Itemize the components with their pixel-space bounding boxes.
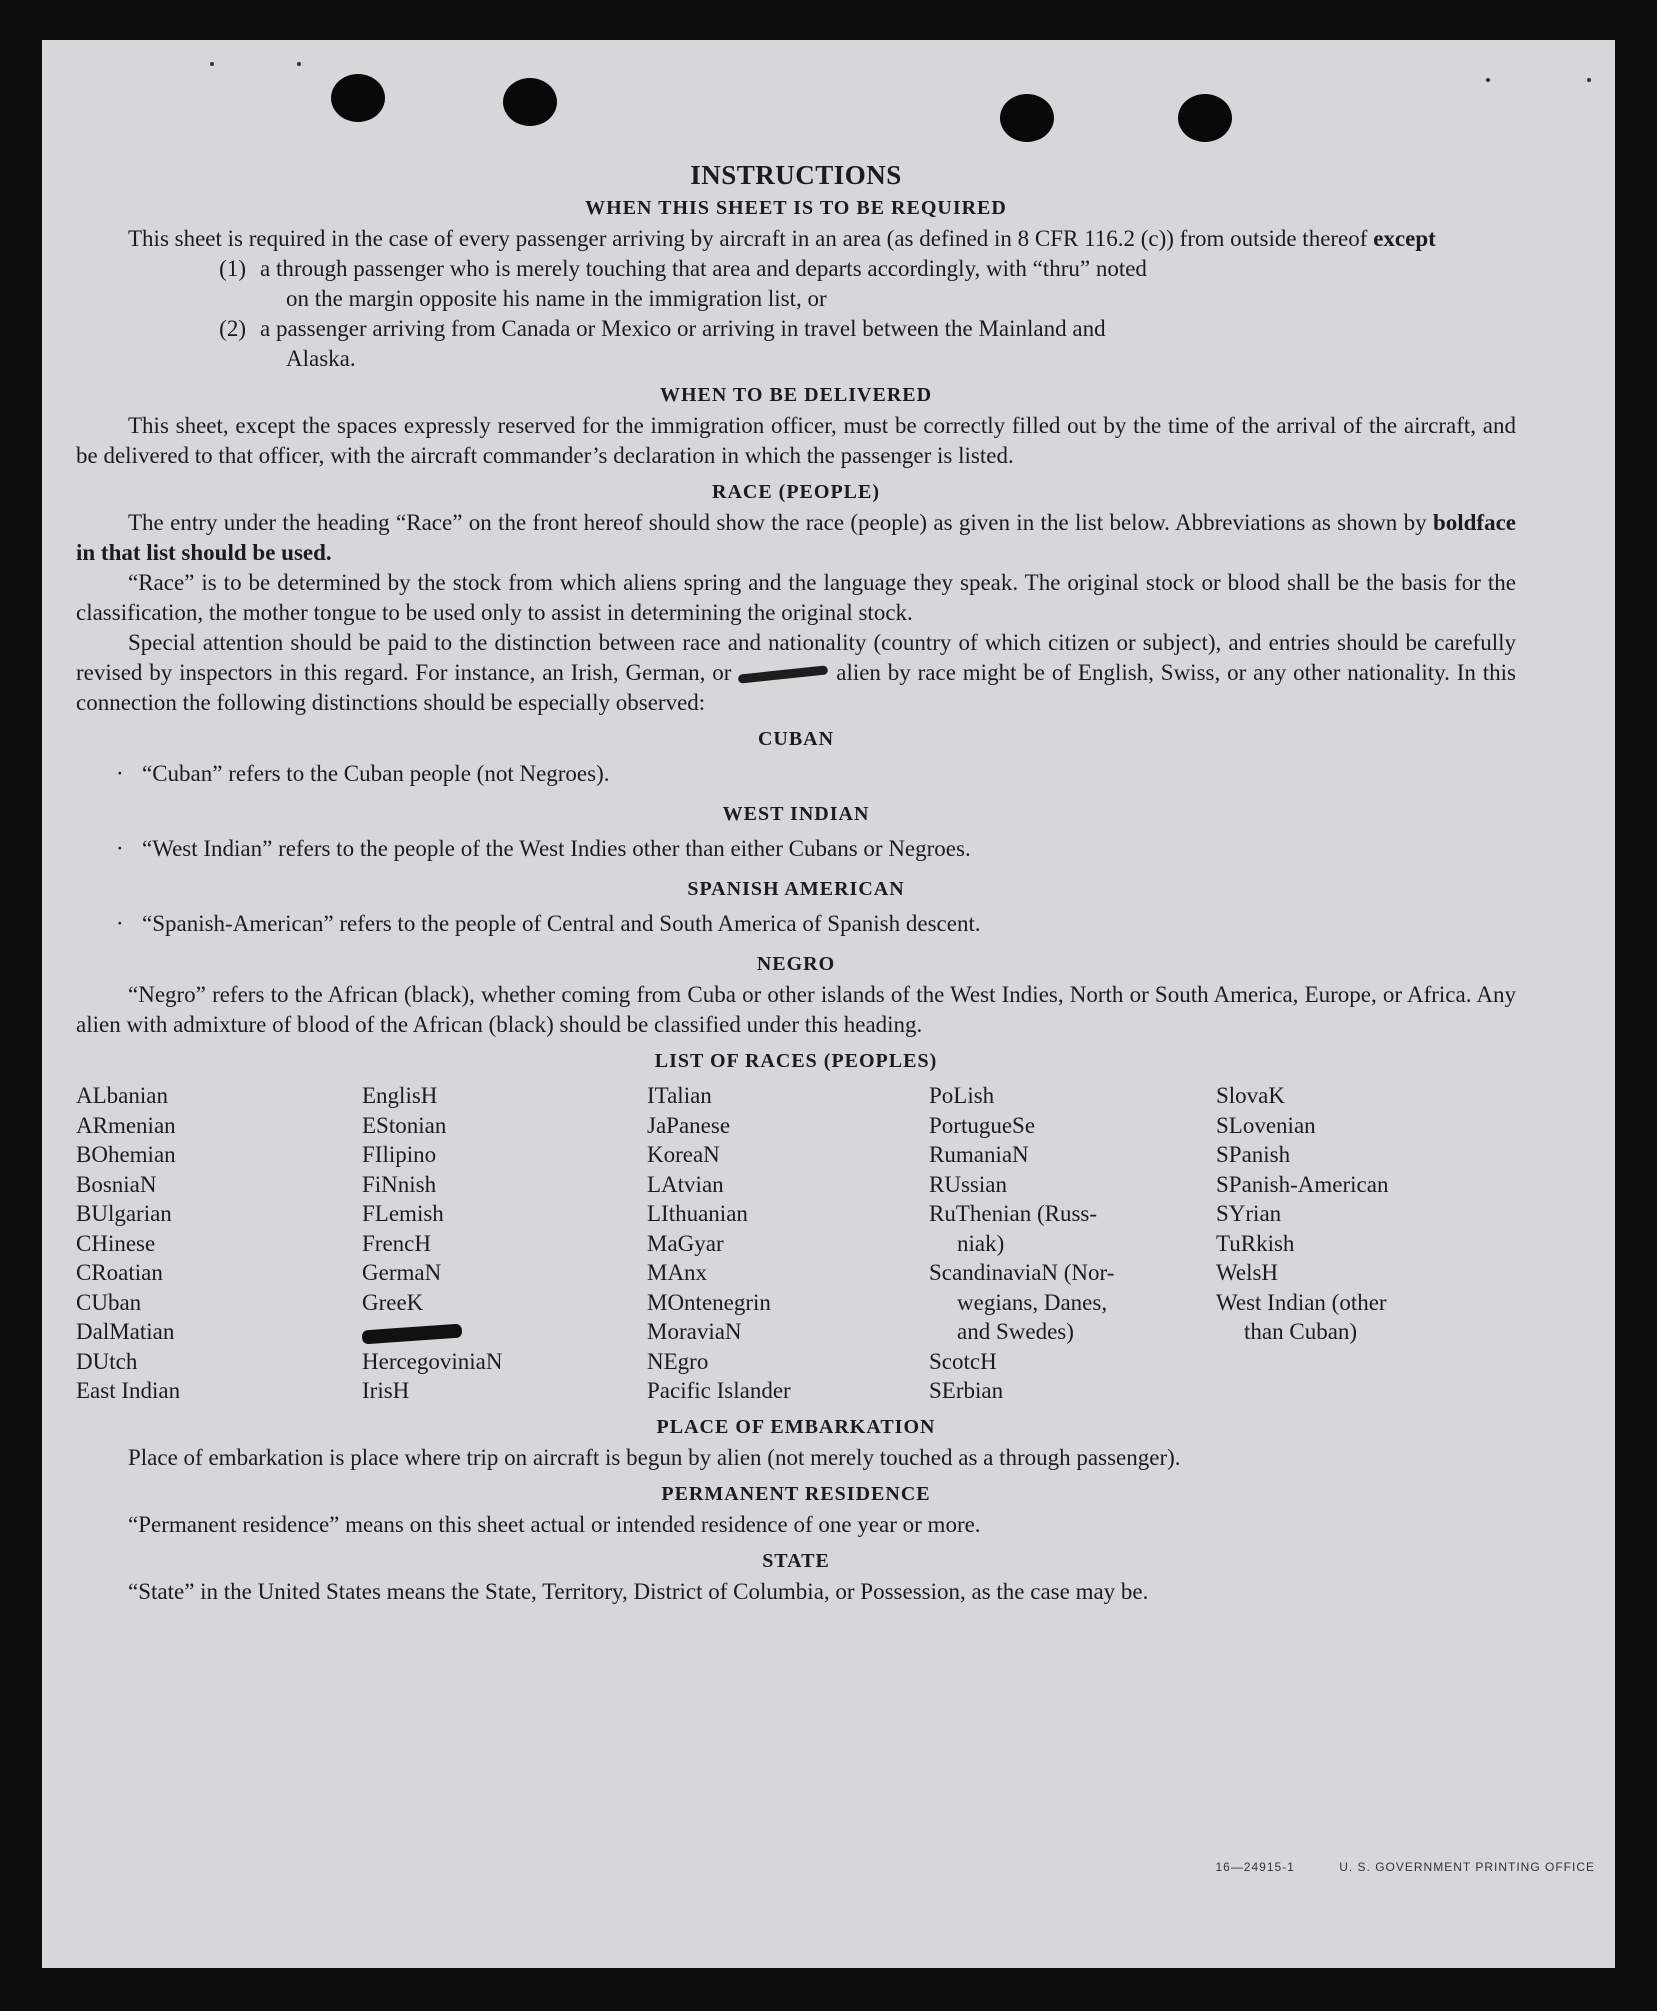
race-item: SPanish [1216, 1142, 1291, 1167]
races-column-3 [647, 1081, 929, 1406]
race-item: EStonian [362, 1112, 447, 1138]
race-item: RuThenian (Russ- [929, 1201, 1098, 1226]
redaction-mark [738, 666, 828, 684]
race-item: FLemish [362, 1201, 444, 1226]
race-item: SYrian [1216, 1201, 1282, 1226]
race-item: CRoatian [76, 1260, 163, 1285]
race-p1-end: in that list should be used. [76, 540, 332, 565]
speck [297, 62, 301, 66]
paragraph-race-3 [76, 628, 1516, 718]
race-item: PortugueSe [929, 1112, 1036, 1138]
race-item: DalMatian [76, 1319, 175, 1344]
race-item: ScandinaviaN (Nor- [929, 1260, 1115, 1285]
race-p3-start: Special attention should be paid to the distinction between race and nationality (country of which citizen or subject), and entries should be carefully revised by inspectors in this regard. For instance, an Irish, German, or [76, 630, 1516, 685]
heading-embarkation: PLACE OF EMBARKATION [656, 1415, 936, 1438]
race-item: NEgro [647, 1348, 709, 1374]
heading-when-required: WHEN THIS SHEET IS TO BE REQUIRED [585, 197, 1007, 219]
race-item: SPanish-American [1216, 1171, 1389, 1197]
race-item: SErbian [929, 1378, 1004, 1403]
race-item: MoraviaN [647, 1319, 742, 1344]
item-text [260, 314, 1516, 374]
race-item: MOntenegrin [647, 1289, 771, 1315]
races-table [76, 1081, 1516, 1406]
races-column-2 [362, 1081, 647, 1406]
instructions-content [76, 160, 1516, 1607]
race-item: ARmenian [76, 1112, 176, 1138]
bullet-dot: · [116, 761, 124, 786]
heading-cuban: CUBAN [757, 728, 835, 750]
race-item: KoreaN [647, 1142, 720, 1167]
race-item: TuRkish [1216, 1230, 1295, 1256]
race-item: FiNnish [362, 1171, 437, 1197]
punch-hole [1000, 94, 1054, 142]
race-item: CUban [76, 1289, 142, 1315]
paragraph-embarkation: Place of embarkation is place where trip on aircraft is begun by alien (not merely touched as a through passenger). [128, 1444, 1181, 1470]
race-item-redacted [362, 1317, 647, 1347]
intro-text: This sheet is required in the case of every passenger arriving by aircraft in an area (as defined in 8 CFR 116.2 (c)) from outside thereof [128, 226, 1368, 251]
race-item: Pacific Islander [647, 1378, 791, 1403]
heading-permanent-residence: PERMANENT RESIDENCE [661, 1482, 931, 1505]
item-line: a passenger arriving from Canada or Mexico or arriving in travel between the Mainland and [260, 316, 1106, 341]
paragraph-race-2: “Race” is to be determined by the stock from which aliens spring and the language they speak. The original stock or blood shall be the basis for the classification, the mother tongue to be used only to assist in determining the original stock. [76, 570, 1516, 625]
speck [1486, 78, 1490, 82]
race-p3-end: alien by race might be of English, Swiss, or any other nationality. In this connection the following distinctions should be especially observed: [76, 660, 1516, 715]
race-item: ALbanian [76, 1083, 168, 1108]
race-item: MAnx [647, 1260, 708, 1285]
race-item-continued: wegians, Danes, [957, 1289, 1108, 1315]
race-item-continued: niak) [957, 1230, 1005, 1256]
race-item: BosniaN [76, 1171, 157, 1197]
race-item: East Indian [76, 1378, 181, 1403]
punch-hole [1178, 94, 1232, 142]
heading-west-indian: WEST INDIAN [722, 803, 870, 825]
race-item: RumaniaN [929, 1142, 1029, 1167]
race-item: PoLish [929, 1083, 995, 1108]
note-cuban [76, 759, 1516, 789]
race-item: FIlipino [362, 1142, 437, 1167]
printer-imprint: U. S. GOVERNMENT PRINTING OFFICE [1339, 1860, 1595, 1874]
races-column-4 [929, 1081, 1216, 1406]
race-item: WelsH [1216, 1260, 1279, 1285]
paragraph-permanent-residence: “Permanent residence” means on this sheet actual or intended residence of one year or more. [128, 1511, 981, 1537]
race-item: HercegoviniaN [362, 1348, 503, 1374]
speck [210, 62, 214, 66]
print-footer [1175, 1860, 1595, 1874]
race-item: EnglisH [362, 1083, 438, 1108]
spanish-american-text: “Spanish-American” refers to the people of Central and South America of Spanish descent. [142, 911, 981, 936]
punch-hole [331, 74, 385, 122]
race-item: GreeK [362, 1289, 424, 1315]
race-p1-bold: boldface [1432, 510, 1517, 535]
paragraph-race-1 [76, 508, 1516, 568]
race-item: West Indian (other [1216, 1289, 1387, 1315]
race-p1-start: The entry under the heading “Race” on the front hereof should show the race (people) as given in the list below. Abbreviations as shown by [128, 510, 1427, 535]
race-item: FrencH [362, 1230, 431, 1256]
race-item: LAtvian [647, 1171, 724, 1197]
race-item: RUssian [929, 1171, 1007, 1197]
paragraph-when-required [76, 224, 1516, 254]
race-item: CHinese [76, 1230, 156, 1256]
paragraph-when-delivered: This sheet, except the spaces expressly reserved for the immigration officer, must be correctly filled out by the time of the arrival of the aircraft, and be delivered to that officer, with the aircraft commander’s declaration in which the passenger is listed. [76, 413, 1516, 468]
race-item: BUlgarian [76, 1201, 172, 1226]
heading-negro: NEGRO [756, 953, 836, 975]
race-item: LIthuanian [647, 1201, 748, 1226]
race-item: JaPanese [647, 1112, 731, 1138]
cuban-text: “Cuban” refers to the Cuban people (not Negroes). [142, 761, 610, 786]
race-item: MaGyar [647, 1230, 724, 1256]
race-item: BOhemian [76, 1142, 176, 1167]
race-item: DUtch [76, 1348, 138, 1374]
race-item: ITalian [647, 1083, 712, 1108]
race-item-continued: and Swedes) [957, 1319, 1074, 1344]
heading-state: STATE [762, 1549, 830, 1572]
heading-when-delivered: WHEN TO BE DELIVERED [659, 384, 933, 406]
races-column-1 [76, 1081, 362, 1406]
note-spanish-american [76, 909, 1516, 939]
punch-hole [503, 78, 557, 126]
west-indian-text: “West Indian” refers to the people of the West Indies other than either Cubans or Negroes. [142, 836, 971, 861]
race-item: GermaN [362, 1260, 442, 1285]
page-title: INSTRUCTIONS [690, 160, 902, 190]
bullet-dot: · [116, 836, 124, 861]
item-line: on the margin opposite his name in the immigration list, or [286, 286, 827, 311]
note-west-indian [76, 834, 1516, 864]
speck [1587, 78, 1591, 82]
item-line: Alaska. [286, 346, 356, 371]
race-item: ScotcH [929, 1348, 997, 1374]
heading-list-of-races: LIST OF RACES (PEOPLES) [654, 1050, 938, 1072]
heading-race: RACE (PEOPLE) [712, 481, 880, 503]
race-item: SlovaK [1216, 1083, 1285, 1108]
item-number: (2) [219, 316, 246, 341]
list-item [76, 314, 1516, 374]
bullet-dot: · [116, 911, 124, 936]
race-item-continued: than Cuban) [1244, 1319, 1358, 1344]
races-column-5 [1216, 1081, 1476, 1406]
race-item: IrisH [362, 1378, 410, 1403]
intro-bold: except [1373, 226, 1436, 251]
race-item: SLovenian [1216, 1112, 1316, 1138]
item-text [260, 254, 1516, 314]
heading-spanish-american: SPANISH AMERICAN [687, 878, 905, 900]
item-number: (1) [219, 256, 246, 281]
list-item [76, 254, 1516, 314]
item-line: a through passenger who is merely touching that area and departs accordingly, with “thru” noted [260, 256, 1147, 281]
paragraph-state: “State” in the United States means the State, Territory, District of Columbia, or Possession, as the case may be. [128, 1578, 1149, 1604]
paragraph-negro: “Negro” refers to the African (black), whether coming from Cuba or other islands of the West Indies, North or South America, Europe, or Africa. Any alien with admixture of blood of the African (black) should be classified under this heading. [76, 982, 1516, 1037]
form-number: 16—24915-1 [1215, 1860, 1295, 1874]
redaction-mark [362, 1323, 463, 1344]
document-sheet [42, 40, 1615, 1968]
